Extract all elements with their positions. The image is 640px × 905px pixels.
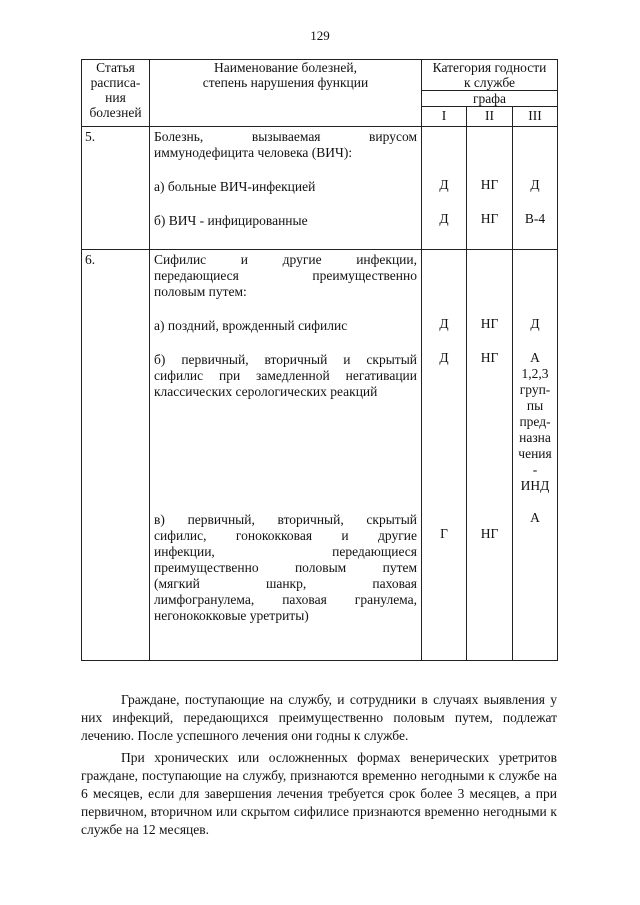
disease-intro: Сифилис и другие инфекции, передающиеся преимущественно половым путем: <box>154 252 417 299</box>
item-text: а) больные ВИЧ-инфекцией <box>154 179 316 194</box>
category-i: Д Д <box>422 127 467 250</box>
item-text: б) ВИЧ - инфицированные <box>154 213 308 228</box>
table-row <box>82 250 558 661</box>
category-ii: НГ НГ НГ <box>467 250 513 661</box>
note-paragraph: Граждане, поступающие на службу, и сотрудники в случаях выявления у них инфекций, передающихся преимущественно половым путем, подлежат лечению. После успешного лечения они годны к службе. <box>81 692 557 743</box>
header-col-ii: II <box>467 107 513 127</box>
table-row <box>82 127 558 250</box>
article-number: 5. <box>82 127 150 250</box>
header-disease-name: Наименование болезней, степень нарушения функции <box>150 60 422 127</box>
notes <box>81 691 557 839</box>
header-article: Статья расписа- ния болезней <box>82 60 150 127</box>
header-col-iii: III <box>513 107 558 127</box>
note-paragraph: При хронических или осложненных формах венерических уретритов граждане, поступающие на службу, признаются временно негодными к службе на 6 месяцев, если для завершения лечения требуется срок более 3 месяцев, а при первичном, вторичном или скрытом сифилисе признаются временно негодными к службе на 12 месяцев. <box>81 750 557 837</box>
category-ii: НГ НГ <box>467 127 513 250</box>
header-grafa: графа <box>422 91 558 107</box>
disease-intro: Болезнь, вызываемая вирусом иммунодефицита человека (ВИЧ): <box>154 129 417 160</box>
header-category: Категория годности к службе <box>422 60 558 91</box>
article-number: 6. <box>82 250 150 661</box>
category-i: Д Д Г <box>422 250 467 661</box>
item-text: б) первичный, вторичный и скрытый сифилис при замедленной негативации классических серологических реакций <box>154 352 417 399</box>
disease-description <box>150 250 422 661</box>
disease-description <box>150 127 422 250</box>
item-text: а) поздний, врожденный сифилис <box>154 318 348 333</box>
category-iii: Д В-4 <box>513 127 558 250</box>
item-text: в) первичный, вторичный, скрытый сифилис, гонококковая и другие инфекции, передающиеся преимущественно половым путем (мягкий шанкр, паховая лимфогранулема, паховая гранулема, негонококковые уретриты) <box>154 512 417 623</box>
header-col-i: I <box>422 107 467 127</box>
diseases-table <box>81 59 558 661</box>
page-number: 129 <box>310 28 330 43</box>
category-iii: Д А 1,2,3 груп- пы пред- назна чения - ИНД А <box>513 250 558 661</box>
